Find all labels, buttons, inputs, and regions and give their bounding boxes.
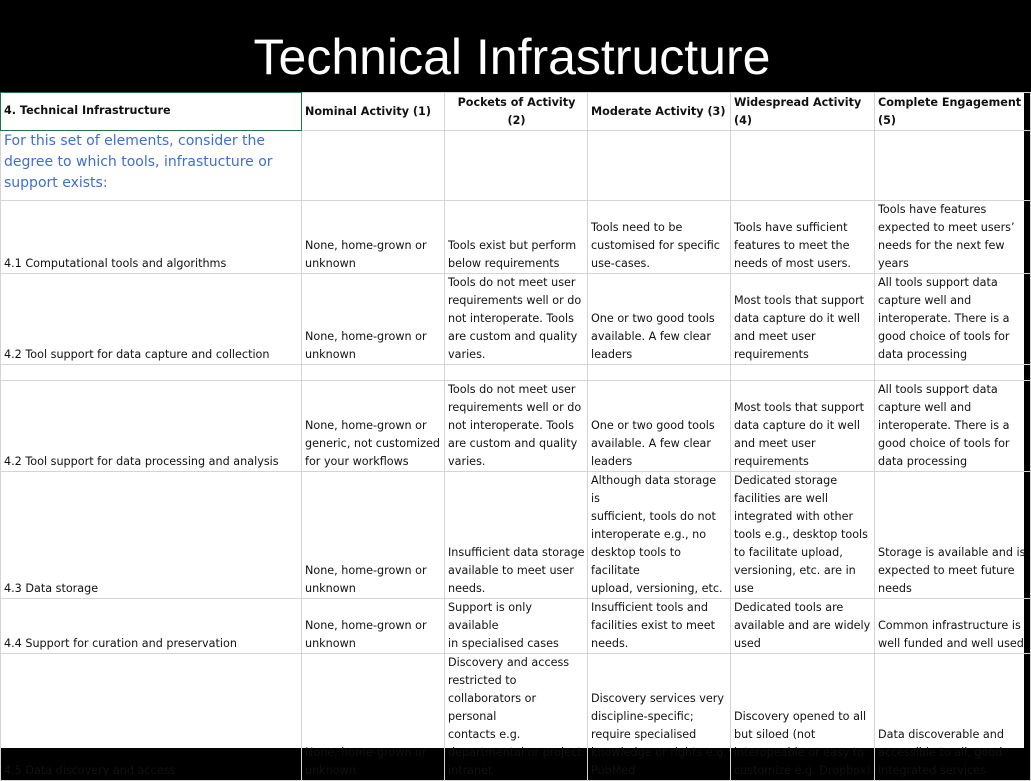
cell-moderate[interactable]: Although data storage is sufficient, tools do not interoperate e.g., no desktop tools to facilitate upload, versioning, etc.	[588, 472, 731, 599]
cell-complete[interactable]: Data discoverable and accessible to all, good integrated services	[875, 654, 1031, 781]
empty-cell[interactable]	[1, 365, 302, 381]
cell-complete[interactable]: All tools support data capture well and interoperate. There is a good choice of tools for data processing	[875, 381, 1031, 472]
cell-complete[interactable]: Tools have features expected to meet users’ needs for the next few years	[875, 201, 1031, 274]
level-header-moderate[interactable]: Moderate Activity (3)	[588, 93, 731, 131]
cell-widespread[interactable]: Dedicated tools are available and are widely used	[731, 599, 875, 654]
intro-row	[1, 131, 1031, 201]
empty-cell[interactable]	[445, 131, 588, 201]
cell-moderate[interactable]: Insufficient tools and facilities exist to meet needs.	[588, 599, 731, 654]
empty-cell[interactable]	[731, 131, 875, 201]
empty-cell[interactable]	[875, 365, 1031, 381]
cell-widespread[interactable]: Most tools that support data capture do it well and meet user requirements	[731, 274, 875, 365]
row-label[interactable]: 4.2 Tool support for data processing and analysis	[1, 381, 302, 472]
empty-cell[interactable]	[875, 131, 1031, 201]
empty-cell[interactable]	[588, 131, 731, 201]
table-row	[1, 201, 1031, 274]
row-label[interactable]: 4.3 Data storage	[1, 472, 302, 599]
cell-pockets[interactable]: Tools do not meet user requirements well or do not interoperate. Tools are custom and quality varies.	[445, 274, 588, 365]
cell-pockets[interactable]: Discovery and access restricted to collaborators or personal contacts e.g. departmental or project intranet	[445, 654, 588, 781]
cell-moderate[interactable]: One or two good tools available. A few clear leaders	[588, 381, 731, 472]
empty-cell[interactable]	[302, 365, 445, 381]
slide-title: Technical Infrastructure	[253, 29, 771, 85]
cell-nominal[interactable]: None, home-grown or generic, not customized for your workflows	[302, 381, 445, 472]
cell-moderate[interactable]: Discovery services very discipline-specific; require specialised knowledge or rights e.g. PubMed	[588, 654, 731, 781]
row-label[interactable]: 4.5 Data discovery and access	[1, 654, 302, 781]
row-label[interactable]: 4.1 Computational tools and algorithms	[1, 201, 302, 274]
cell-pockets[interactable]: Insufficient data storage available to meet user needs.	[445, 472, 588, 599]
cell-widespread[interactable]: Tools have sufficient features to meet the needs of most users.	[731, 201, 875, 274]
cell-pockets[interactable]: Tools exist but perform below requirements	[445, 201, 588, 274]
table-row	[1, 381, 1031, 472]
header-row	[1, 93, 1031, 131]
section-title-cell[interactable]: 4. Technical Infrastructure	[1, 93, 302, 131]
cell-complete[interactable]: All tools support data capture well and interoperate. There is a good choice of tools for data processing	[875, 274, 1031, 365]
cell-widespread[interactable]: Most tools that support data capture do it well and meet user requirements	[731, 381, 875, 472]
table-row	[1, 599, 1031, 654]
cell-moderate[interactable]: One or two good tools available. A few clear leaders	[588, 274, 731, 365]
empty-cell[interactable]	[588, 365, 731, 381]
table-row	[1, 274, 1031, 365]
cell-nominal[interactable]: None, home-grown or unknown	[302, 472, 445, 599]
row-label[interactable]: 4.2 Tool support for data capture and collection	[1, 274, 302, 365]
level-header-complete[interactable]: Complete Engagement (5)	[875, 93, 1031, 131]
cell-nominal[interactable]: None, home-grown or unknown	[302, 599, 445, 654]
maturity-table	[0, 92, 1031, 781]
level-header-pockets[interactable]: Pockets of Activity (2)	[445, 93, 588, 131]
level-header-nominal[interactable]: Nominal Activity (1)	[302, 93, 445, 131]
cell-pockets[interactable]: Tools do not meet user requirements well or do not interoperate. Tools are custom and quality varies.	[445, 381, 588, 472]
cell-nominal[interactable]: None, home-grown or unknown	[302, 274, 445, 365]
cell-complete[interactable]: Common infrastructure is well funded and well used	[875, 599, 1031, 654]
cell-nominal[interactable]: None, home-grown or unknown	[302, 654, 445, 781]
table-row	[1, 654, 1031, 781]
level-header-widespread[interactable]: Widespread Activity (4)	[731, 93, 875, 131]
empty-cell[interactable]	[445, 365, 588, 381]
empty-cell[interactable]	[731, 365, 875, 381]
cell-nominal[interactable]: None, home-grown or unknown	[302, 201, 445, 274]
row-label[interactable]: 4.4 Support for curation and preservation	[1, 599, 302, 654]
cell-widespread[interactable]: Dedicated storage facilities are well integrated with other tools e.g., desktop tools to facilitate upload, versioning, etc. are in use	[731, 472, 875, 599]
spreadsheet	[0, 92, 1026, 777]
cell-complete[interactable]: Storage is available and is expected to meet future needs	[875, 472, 1031, 599]
intro-text[interactable]: For this set of elements, consider the degree to which tools, infrastucture or support exists:	[1, 131, 302, 201]
table-row	[1, 472, 1031, 599]
empty-cell[interactable]	[302, 131, 445, 201]
cell-moderate[interactable]: Tools need to be customised for specific use-cases.	[588, 201, 731, 274]
cell-pockets[interactable]: Support is only available in specialised cases	[445, 599, 588, 654]
cell-widespread[interactable]: Discovery opened to all but siloed (not interopeable or easy to customize e.g. Dropbox)	[731, 654, 875, 781]
spacer-row	[1, 365, 1031, 381]
